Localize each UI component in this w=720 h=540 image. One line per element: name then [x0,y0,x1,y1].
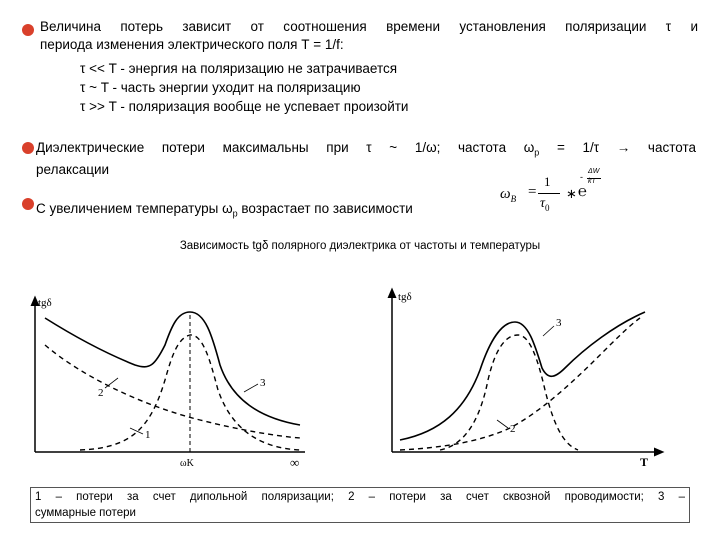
legend-line2: суммарные потери [35,507,136,519]
formula-base: ℮ [578,184,588,200]
formula-lhs: $\omega_B$ [500,186,517,204]
block3-text-a: С увеличением температуры ω [36,201,233,216]
block2-line2: релаксации [36,162,110,177]
block1-item-2: τ ~ T - часть энергии уходит на поляризацию [80,80,361,95]
block2-text-b: = 1/τ → частота [539,140,696,155]
formula-den: $\tau_0$ [540,196,550,213]
right-ylabel: tgδ [398,291,412,303]
formula-times: ∗ [566,186,577,201]
left-ylabel: tgδ [38,297,52,309]
chart-right [392,291,660,469]
chart-left [35,297,305,470]
legend-box [30,487,690,523]
legend-line1: 1 – потери за счет дипольной поляризации; 2 – потери за счет сквозной проводимости; 3 – [35,491,685,503]
left-label-2: 2 [98,387,104,399]
right-label-2: 2 [510,423,516,435]
left-xend-infinity: ∞ [290,455,300,470]
formula-exp-num: ΔW [588,168,600,175]
right-curve-dipole [440,335,578,450]
left-label-1: 1 [145,429,151,441]
block1-item-3: τ >> T - поляризация вообще не успевает произойти [80,99,409,114]
block1-line1: Величина потерь зависит от соотношения времени установления поляризации τ и [40,19,698,34]
block2-text-a: Диэлектрические потери максимальны при τ ~ 1/ω; частота ω [36,140,535,155]
block3-text-b: возрастает по зависимости [237,201,413,216]
left-xtick-omegak: ωK [180,458,194,469]
block2-sub: р [534,147,540,158]
block3-sub: р [232,208,238,219]
formula-num: 1 [544,174,551,189]
left-curve-2 [45,345,300,438]
left-label-3: 3 [260,377,266,389]
left-curve-3 [45,312,300,425]
right-label-3: 3 [556,317,562,329]
block1-line2: периода изменения электрического поля Т = 1/f: [40,37,344,52]
block1-item-1: τ << T - энергия на поляризацию не затрачивается [80,61,398,76]
right-curve-conduction [400,318,640,450]
formula-exp-sign: - [580,172,583,182]
right-xlabel: T [640,455,649,469]
formula-exp-den: kT [588,178,596,185]
figure-caption: Зависимость tgδ полярного диэлектрика от частоты и температуры [179,240,541,252]
formula-eq: = [528,184,537,200]
